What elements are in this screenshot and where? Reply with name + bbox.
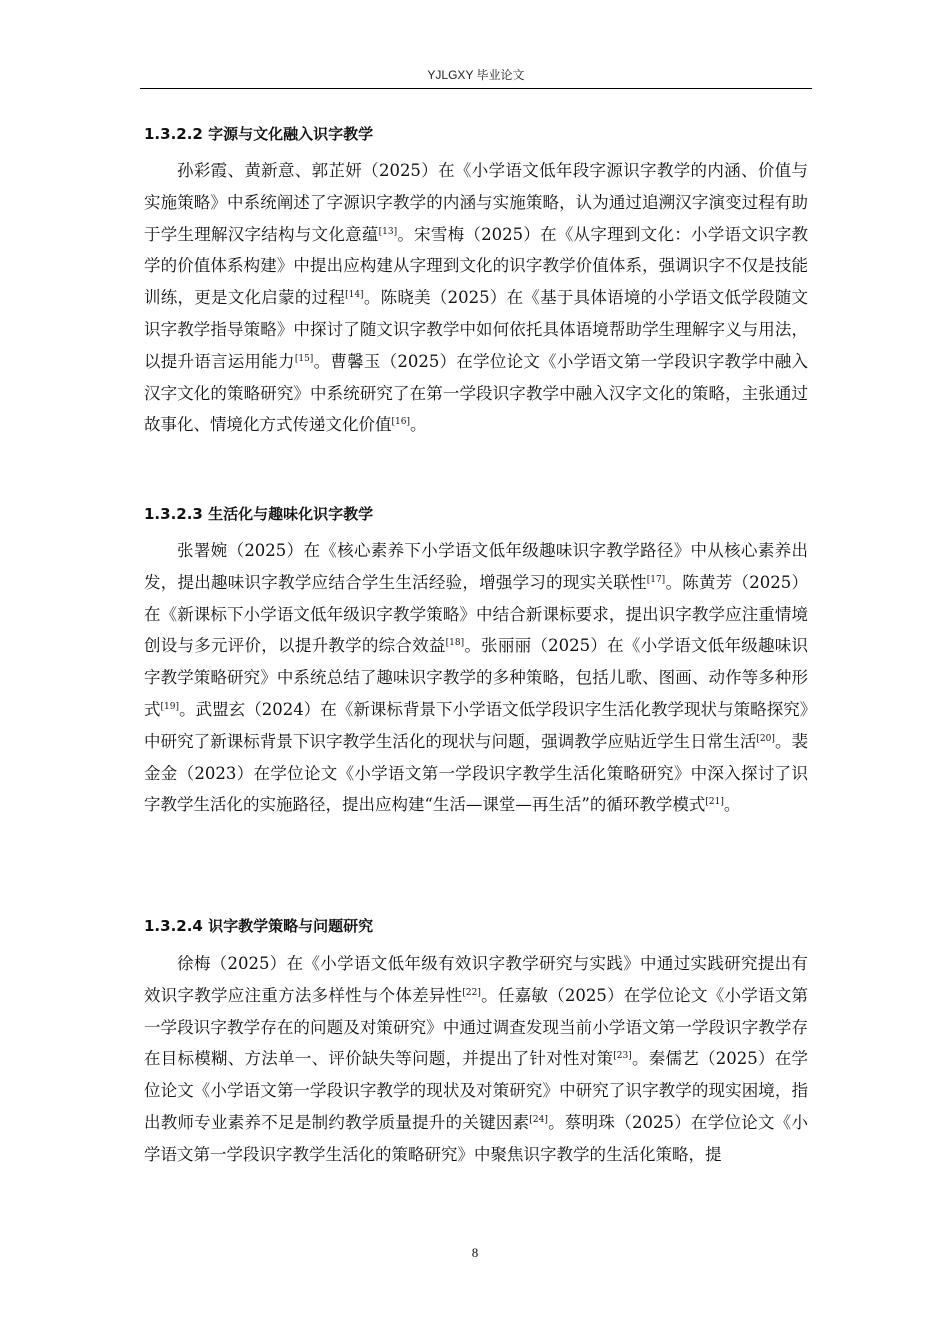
citation-marker: [20] xyxy=(756,733,775,744)
text-run: 孙彩霞、黄新意、郭芷妍（2025）在《小学语文低年段字源识字教学的内涵、价值与实施策略》中系统阐述了字源识字教学的内涵与实施策略，认为通过追溯汉字演变过程有助于学生理解汉字结构与文化意蕴 xyxy=(144,161,808,244)
text-run: 。 xyxy=(409,415,427,435)
text-run: 徐梅（2025）在《小学语文低年级有效识字教学研究与实践》中通过实践研究提出有效识字教学应注重方法多样性与个体差异性 xyxy=(144,954,808,1005)
text-run: 。 xyxy=(723,795,741,815)
citation-marker: [16] xyxy=(391,417,410,428)
citation-marker: [23] xyxy=(613,1051,632,1062)
section-heading-1-3-2-4: 1.3.2.4 识字教学策略与问题研究 xyxy=(144,917,374,935)
paragraph-1-3-2-3 xyxy=(144,535,808,821)
text-run: 。蔡明珠（2025）在学位论文《小学语文第一学段识字教学生活化的策略研究》中聚焦识字教学的生活化策略，提 xyxy=(144,1112,808,1164)
text-run: 。秦儒艺（2025）在学位论文《小学语文第一学段识字教学的现状及对策研究》中研究了识字教学的现实困境，指出教师专业素养不足是制约教学质量提升的关键因素 xyxy=(144,1049,808,1132)
text-run: 。任嘉敏（2025）在学位论文《小学语文第一学段识字教学存在的问题及对策研究》中通过调查发现当前小学语文第一学段识字教学存在目标模糊、方法单一、评价缺失等问题，并提出了针对性对策 xyxy=(144,985,808,1069)
text-run: 。武盟玄（2024）在《新课标背景下小学语文低学段识字生活化教学现状与策略探究》中研究了新课标背景下识字教学生活化的现状与问题，强调教学应贴近学生日常生活 xyxy=(144,699,809,751)
citation-marker: [15] xyxy=(294,353,314,364)
section-heading-1-3-2-3: 1.3.2.3 生活化与趣味化识字教学 xyxy=(144,505,374,523)
text-run: 。张丽丽（2025）在《小学语文低年级趣味识字教学策略研究》中系统总结了趣味识字教学的多种策略，包括儿歌、图画、动作等多种形式 xyxy=(144,636,809,719)
citation-marker: [13] xyxy=(378,226,398,237)
running-header: YJLGXY 毕业论文 xyxy=(427,68,525,82)
header-rule xyxy=(140,88,812,89)
text-run: 。陈黄芳（2025）在《新课标下小学语文低年级识字教学策略》中结合新课标要求，提出识字教学应注重情境创设与多元评价，以提升教学的综合效益 xyxy=(144,572,808,656)
citation-marker: [19] xyxy=(160,701,180,712)
paragraph-1-3-2-4 xyxy=(144,948,808,1171)
text-run: 。宋雪梅（2025）在《从字理到文化：小学语文识字教学的价值体系构建》中提出应构建从字理到文化的识字教学价值体系，强调识字不仅是技能训练，更是文化启蒙的过程 xyxy=(144,224,809,308)
text-run: 张署婉（2025）在《核心素养下小学语文低年级趣味识字教学路径》中从核心素养出发，提出趣味识字教学应结合学生生活经验，增强学习的现实关联性 xyxy=(144,541,808,592)
citation-marker: [24] xyxy=(529,1114,548,1125)
paragraph-1-3-2-2 xyxy=(144,155,808,441)
citation-marker: [22] xyxy=(462,987,481,998)
citation-marker: [18] xyxy=(445,638,465,649)
citation-marker: [21] xyxy=(705,797,724,808)
text-run: 。陈晓美（2025）在《基于具体语境的小学语文低学段随文识字教学指导策略》中探讨了随文识字教学中如何依托具体语境帮助学生理解字义与用法，以提升语言运用能力 xyxy=(144,288,808,371)
page-number: 8 xyxy=(471,1245,479,1260)
citation-marker: [17] xyxy=(646,574,666,585)
text-run: 。裴金金（2023）在学位论文《小学语文第一学段识字教学生活化策略研究》中深入探讨了识字教学生活化的实施路径，提出应构建“生活—课堂—再生活”的循环教学模式 xyxy=(144,731,809,815)
citation-marker: [14] xyxy=(345,290,364,301)
text-run: 。曹馨玉（2025）在学位论文《小学语文第一学段识字教学中融入汉字文化的策略研究》中系统研究了在第一学段识字教学中融入汉字文化的策略，主张通过故事化、情境化方式传递文化价值 xyxy=(144,351,809,435)
section-heading-1-3-2-2: 1.3.2.2 字源与文化融入识字教学 xyxy=(144,125,374,143)
